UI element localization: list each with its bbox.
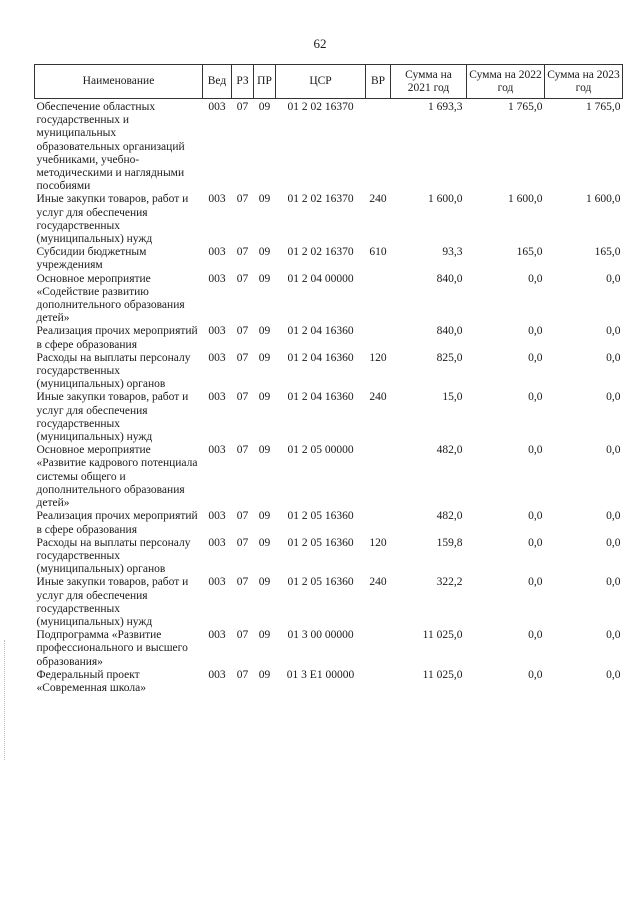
row-ved: 003	[208, 576, 226, 589]
row-sum-2021: 825,0	[436, 351, 463, 364]
row-name: Федеральный проект «Современная школа»	[36, 668, 146, 694]
row-vr	[366, 325, 391, 351]
row-vr	[366, 444, 391, 510]
row-sum-2021: 11 025,0	[422, 629, 463, 642]
row-pr: 09	[258, 193, 271, 206]
row-ved: 003	[208, 444, 226, 457]
row-sum-2022: 0,0	[528, 510, 543, 523]
row-name: Подпрограмма «Развитие профессионального и высшего образования»	[36, 629, 188, 668]
row-rz: 07	[236, 193, 249, 206]
row-ved: 003	[208, 325, 226, 338]
table-row	[35, 99, 623, 194]
row-name: Основное мероприятие «Развитие кадрового потенциала системы общего и дополнительного образования детей»	[36, 444, 198, 510]
row-sum-2022: 0,0	[528, 391, 543, 404]
row-vr: 120	[369, 536, 387, 549]
row-sum-2023: 165,0	[594, 246, 621, 259]
row-vr: 240	[369, 576, 387, 589]
row-vr: 610	[369, 246, 387, 259]
row-vr	[366, 99, 391, 194]
row-name: Основное мероприятие «Содействие развитию дополнительного образования детей»	[36, 272, 185, 325]
row-sum-2022: 165,0	[516, 246, 543, 259]
row-sum-2022: 0,0	[528, 325, 543, 338]
row-vr: 120	[369, 351, 387, 364]
row-rz: 07	[236, 325, 249, 338]
row-ved: 003	[208, 510, 226, 523]
row-pr: 09	[258, 510, 271, 523]
table-row	[35, 352, 623, 392]
row-csr: 01 2 04 16360	[287, 391, 354, 404]
row-sum-2022: 0,0	[528, 272, 543, 285]
table-row	[35, 669, 623, 695]
row-name: Расходы на выплаты персоналу государственных (муниципальных) органов	[36, 536, 191, 576]
row-pr: 09	[258, 444, 271, 457]
row-csr: 01 2 02 16370	[287, 101, 354, 113]
row-vr: 240	[369, 193, 387, 206]
row-vr	[366, 629, 391, 669]
header-ved: Вед	[203, 65, 232, 99]
row-name: Субсидии бюджетным учреждениям	[36, 246, 147, 272]
row-sum-2021: 840,0	[436, 325, 463, 338]
row-pr: 09	[258, 246, 271, 259]
row-vr	[366, 273, 391, 326]
row-rz: 07	[236, 391, 249, 404]
row-sum-2021: 482,0	[436, 510, 463, 523]
row-csr: 01 3 00 00000	[287, 629, 354, 642]
row-sum-2023: 0,0	[606, 351, 621, 364]
row-sum-2021: 840,0	[436, 272, 463, 285]
row-sum-2023: 0,0	[606, 576, 621, 589]
row-sum-2023: 0,0	[606, 510, 621, 523]
row-name: Расходы на выплаты персоналу государственных (муниципальных) органов	[36, 351, 191, 391]
budget-table	[34, 64, 623, 695]
row-name: Реализация прочих мероприятий в сфере образования	[36, 325, 198, 351]
row-pr: 09	[258, 536, 271, 549]
row-rz: 07	[236, 510, 249, 523]
row-sum-2021: 322,2	[436, 576, 463, 589]
row-sum-2023: 1 765,0	[586, 101, 621, 113]
table-row	[35, 325, 623, 351]
row-ved: 003	[208, 101, 226, 113]
row-csr: 01 2 02 16370	[287, 193, 354, 206]
row-sum-2023: 1 600,0	[586, 193, 621, 206]
row-vr	[366, 510, 391, 536]
table-row	[35, 273, 623, 326]
row-ved: 003	[208, 629, 226, 642]
row-ved: 003	[208, 272, 226, 285]
row-ved: 003	[208, 351, 226, 364]
row-vr	[366, 669, 391, 695]
row-sum-2022: 0,0	[528, 444, 543, 457]
row-sum-2021: 1 693,3	[428, 101, 463, 113]
row-rz: 07	[236, 668, 249, 681]
table-row	[35, 391, 623, 444]
row-csr: 01 2 05 16360	[287, 536, 354, 549]
row-ved: 003	[208, 193, 226, 206]
row-sum-2022: 0,0	[528, 536, 543, 549]
row-sum-2021: 15,0	[442, 391, 463, 404]
table-row	[35, 629, 623, 669]
row-ved: 003	[208, 391, 226, 404]
row-sum-2022: 0,0	[528, 629, 543, 642]
page-number: 62	[313, 36, 327, 51]
row-pr: 09	[258, 272, 271, 285]
row-sum-2023: 0,0	[606, 444, 621, 457]
row-sum-2023: 0,0	[606, 391, 621, 404]
row-sum-2021: 1 600,0	[428, 193, 463, 206]
row-sum-2022: 0,0	[528, 351, 543, 364]
row-rz: 07	[236, 629, 249, 642]
row-rz: 07	[236, 246, 249, 259]
row-pr: 09	[258, 351, 271, 364]
table-row	[35, 246, 623, 272]
header-rz: РЗ	[232, 65, 254, 99]
row-csr: 01 3 E1 00000	[286, 668, 355, 681]
row-pr: 09	[258, 325, 271, 338]
header-sum-2023: Сумма на 2023 год	[545, 65, 623, 99]
row-csr: 01 2 05 00000	[287, 444, 354, 457]
row-pr: 09	[258, 668, 271, 681]
row-sum-2023: 0,0	[606, 629, 621, 642]
row-sum-2021: 482,0	[436, 444, 463, 457]
row-sum-2023: 0,0	[606, 272, 621, 285]
row-name: Реализация прочих мероприятий в сфере образования	[36, 510, 198, 536]
table-row	[35, 510, 623, 536]
row-sum-2023: 0,0	[606, 536, 621, 549]
row-name: Иные закупки товаров, работ и услуг для обеспечения государственных (муниципальных) нужд	[36, 576, 189, 628]
row-sum-2021: 159,8	[436, 536, 463, 549]
header-sum-2021: Сумма на 2021 год	[391, 65, 467, 99]
header-pr: ПР	[254, 65, 276, 99]
header-name: Наименование	[35, 65, 203, 99]
table-row	[35, 537, 623, 577]
row-csr: 01 2 05 16360	[287, 576, 354, 589]
row-pr: 09	[258, 391, 271, 404]
row-csr: 01 2 05 16360	[287, 510, 354, 523]
table-header-row	[35, 65, 623, 99]
row-sum-2022: 1 765,0	[508, 101, 543, 113]
row-sum-2022: 0,0	[528, 668, 543, 681]
scan-margin-mark	[4, 640, 7, 760]
row-sum-2021: 11 025,0	[422, 668, 463, 681]
row-rz: 07	[236, 272, 249, 285]
row-csr: 01 2 04 16360	[287, 351, 354, 364]
row-name: Иные закупки товаров, работ и услуг для обеспечения государственных (муниципальных) нужд	[36, 193, 189, 246]
row-rz: 07	[236, 576, 249, 589]
header-vr: ВР	[366, 65, 391, 99]
table-row	[35, 193, 623, 246]
row-csr: 01 2 04 16360	[287, 325, 354, 338]
row-vr: 240	[369, 391, 387, 404]
row-ved: 003	[208, 536, 226, 549]
row-rz: 07	[236, 351, 249, 364]
row-csr: 01 2 04 00000	[287, 272, 354, 285]
header-csr: ЦСР	[276, 65, 366, 99]
table-row	[35, 444, 623, 510]
header-sum-2022: Сумма на 2022 год	[467, 65, 545, 99]
row-rz: 07	[236, 101, 249, 113]
row-csr: 01 2 02 16370	[287, 246, 354, 259]
row-pr: 09	[258, 576, 271, 589]
row-name: Иные закупки товаров, работ и услуг для обеспечения государственных (муниципальных) нужд	[36, 391, 189, 444]
row-sum-2022: 0,0	[528, 576, 543, 589]
table-row	[35, 576, 623, 629]
row-sum-2023: 0,0	[606, 325, 621, 338]
row-sum-2022: 1 600,0	[508, 193, 543, 206]
row-ved: 003	[208, 246, 226, 259]
row-sum-2021: 93,3	[442, 246, 463, 259]
row-rz: 07	[236, 536, 249, 549]
row-rz: 07	[236, 444, 249, 457]
row-name: Обеспечение областных государственных и муниципальных образовательных организаций учебниками, учебно-методическими и наглядными пособиями	[36, 101, 185, 193]
row-sum-2023: 0,0	[606, 668, 621, 681]
row-pr: 09	[258, 629, 271, 642]
row-ved: 003	[208, 668, 226, 681]
row-pr: 09	[258, 101, 271, 113]
